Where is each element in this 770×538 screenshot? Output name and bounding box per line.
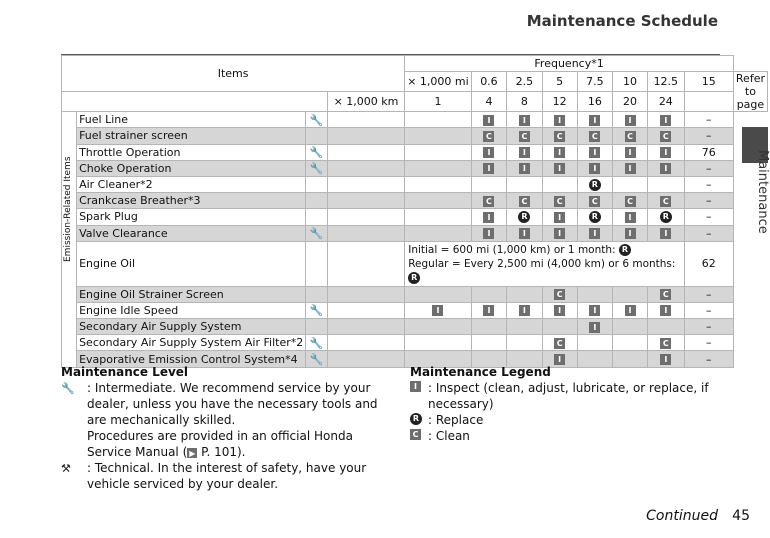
maintenance-legend-title: Maintenance Legend — [410, 365, 551, 379]
procedures-ref-link[interactable]: P. 101). — [201, 445, 246, 459]
table-row — [62, 209, 768, 225]
refer-page: – — [684, 193, 733, 209]
inspect-icon: I — [625, 212, 636, 223]
emission-group-label — [62, 112, 77, 367]
refer-page: – — [684, 160, 733, 176]
maintenance-level — [306, 302, 327, 318]
schedule-cell — [577, 112, 612, 128]
unit-spacer — [327, 193, 405, 209]
replace-icon: R — [410, 413, 422, 425]
clean-icon: C — [625, 131, 636, 142]
schedule-cell — [577, 193, 612, 209]
inspect-icon: I — [554, 305, 565, 316]
maintenance-level — [306, 209, 327, 225]
maintenance-level — [306, 193, 327, 209]
table-row — [62, 144, 768, 160]
schedule-cell — [405, 302, 471, 318]
mi-value: 15 — [684, 72, 733, 92]
schedule-cell — [405, 319, 471, 335]
schedule-cell — [613, 176, 648, 192]
table-row — [62, 176, 768, 192]
clean-icon: C — [554, 131, 565, 142]
schedule-cell — [507, 112, 542, 128]
inspect-icon: I — [660, 228, 671, 239]
schedule-cell — [577, 160, 612, 176]
clean-icon: C — [660, 196, 671, 207]
clean-icon: C — [660, 131, 671, 142]
inspect-icon: I — [589, 147, 600, 158]
km-value: 16 — [577, 92, 612, 112]
km-value: 8 — [507, 92, 542, 112]
schedule-cell — [471, 176, 506, 192]
schedule-cell — [613, 112, 648, 128]
refer-page: – — [684, 319, 733, 335]
item-name: Valve Clearance — [77, 225, 306, 241]
maintenance-level — [306, 128, 327, 144]
inspect-icon: I — [554, 147, 565, 158]
maintenance-level — [306, 286, 327, 302]
item-name: Fuel strainer screen — [77, 128, 306, 144]
schedule-cell — [648, 144, 685, 160]
maintenance-level — [306, 335, 327, 351]
inspect-icon: I — [483, 305, 494, 316]
inspect-icon: I — [589, 163, 600, 174]
refer-page: – — [684, 302, 733, 318]
inspect-icon: I — [554, 163, 565, 174]
inspect-icon: I — [483, 212, 494, 223]
procedures-text: Procedures are provided in an official Honda Service Manual ( — [87, 429, 353, 459]
inspect-icon: I — [589, 305, 600, 316]
item-name: Evaporative Emission Control System*4 — [77, 351, 306, 367]
schedule-cell — [542, 302, 577, 318]
unit-spacer — [327, 241, 405, 286]
wrench-icon: 🔧 — [309, 145, 324, 159]
item-name: Throttle Operation — [77, 144, 306, 160]
schedule-cell — [471, 319, 506, 335]
schedule-cell — [613, 225, 648, 241]
table-row — [62, 302, 768, 318]
refer-page: – — [684, 286, 733, 302]
schedule-cell — [577, 319, 612, 335]
schedule-cell — [577, 286, 612, 302]
clean-icon: C — [410, 429, 421, 440]
schedule-cell — [405, 128, 471, 144]
schedule-cell — [405, 225, 471, 241]
clean-icon: C — [625, 196, 636, 207]
schedule-cell — [507, 225, 542, 241]
schedule-cell — [405, 193, 471, 209]
schedule-cell — [648, 112, 685, 128]
unit-spacer — [327, 144, 405, 160]
schedule-cell — [648, 160, 685, 176]
mi-value: 12.5 — [648, 72, 685, 92]
unit-spacer — [327, 225, 405, 241]
schedule-cell — [405, 144, 471, 160]
inspect-icon: I — [519, 228, 530, 239]
item-name: Fuel Line — [77, 112, 306, 128]
km-value: 4 — [471, 92, 506, 112]
engine-oil-initial-text: Initial = 600 mi (1,000 km) or 1 month: — [408, 243, 616, 256]
inspect-icon: I — [519, 163, 530, 174]
schedule-cell — [648, 286, 685, 302]
refer-page: – — [684, 225, 733, 241]
inspect-icon: I — [554, 354, 565, 365]
maintenance-level — [306, 176, 327, 192]
schedule-cell — [542, 112, 577, 128]
table-row — [62, 193, 768, 209]
inspect-icon: I — [625, 305, 636, 316]
engine-oil-initial — [408, 243, 680, 257]
schedule-cell — [405, 286, 471, 302]
table-row — [62, 225, 768, 241]
table-row — [62, 335, 768, 351]
schedule-cell — [613, 160, 648, 176]
item-name: Crankcase Breather*3 — [77, 193, 306, 209]
schedule-cell — [577, 335, 612, 351]
item-name: Engine Oil Strainer Screen — [77, 286, 306, 302]
inspect-icon: I — [483, 163, 494, 174]
schedule-cell — [613, 209, 648, 225]
table-row — [62, 241, 768, 286]
refer-page: – — [684, 209, 733, 225]
schedule-cell — [577, 209, 612, 225]
unit-spacer — [327, 319, 405, 335]
replace-icon: R — [518, 211, 530, 223]
table-row — [62, 160, 768, 176]
schedule-cell — [648, 319, 685, 335]
table-row — [62, 128, 768, 144]
clean-icon: C — [519, 196, 530, 207]
schedule-cell — [507, 286, 542, 302]
inspect-icon: I — [589, 322, 600, 333]
emission-related-label: Emission-Related Items — [63, 156, 73, 263]
refer-page: 76 — [684, 144, 733, 160]
table-row — [62, 112, 768, 128]
unit-spacer — [327, 112, 405, 128]
inspect-icon: I — [519, 115, 530, 126]
inspect-text: : Inspect (clean, adjust, lubricate, or replace, if necessary) — [428, 381, 709, 411]
schedule-cell — [471, 286, 506, 302]
schedule-cell — [471, 335, 506, 351]
mi-value: 0.6 — [471, 72, 506, 92]
schedule-cell — [542, 319, 577, 335]
inspect-icon: I — [519, 305, 530, 316]
engine-oil-regular-text: Regular = Every 2,500 mi (4,000 km) or 6 months: — [408, 257, 676, 270]
inspect-icon: I — [660, 163, 671, 174]
schedule-cell — [613, 128, 648, 144]
schedule-cell — [405, 209, 471, 225]
schedule-cell — [648, 128, 685, 144]
refer-page: – — [684, 335, 733, 351]
schedule-cell — [542, 128, 577, 144]
wrench-icon: 🔧 — [309, 113, 324, 127]
schedule-cell — [471, 193, 506, 209]
unit-spacer — [327, 302, 405, 318]
refer-page: – — [684, 112, 733, 128]
engine-oil-regular — [408, 257, 680, 285]
schedule-cell — [507, 160, 542, 176]
wrench-icon: 🔧 — [309, 162, 324, 176]
schedule-cell — [542, 144, 577, 160]
inspect-icon: I — [625, 147, 636, 158]
replace-icon: R — [619, 244, 631, 256]
clean-icon: C — [660, 289, 671, 300]
replace-icon: R — [589, 179, 601, 191]
page-number: 45 — [732, 508, 750, 524]
arrow-icon: ▶ — [189, 448, 196, 458]
schedule-cell — [507, 128, 542, 144]
wrench-icon: 🔧 — [61, 382, 75, 395]
unit-spacer — [327, 335, 405, 351]
clean-icon: C — [660, 338, 671, 349]
unit-spacer — [327, 176, 405, 192]
section-tab-label: Maintenance — [755, 150, 770, 234]
inspect-icon: I — [660, 305, 671, 316]
maintenance-level — [306, 319, 327, 335]
schedule-cell — [542, 225, 577, 241]
inspect-icon: I — [432, 305, 443, 316]
km-value: 20 — [613, 92, 648, 112]
inspect-icon: I — [483, 115, 494, 126]
engine-oil-schedule — [405, 241, 684, 286]
items-header: Items — [62, 56, 405, 92]
mi-value: 10 — [613, 72, 648, 92]
refer-header: Refer to page — [733, 72, 767, 112]
schedule-cell — [577, 128, 612, 144]
unit-spacer — [327, 160, 405, 176]
replace-text: : Replace — [428, 413, 484, 427]
inspect-icon: I — [625, 115, 636, 126]
inspect-icon: I — [410, 381, 421, 392]
schedule-cell — [507, 209, 542, 225]
items-header-spacer — [62, 92, 328, 112]
schedule-cell — [577, 302, 612, 318]
item-name: Secondary Air Supply System Air Filter*2 — [77, 335, 306, 351]
clean-icon: C — [554, 196, 565, 207]
wrench-icon: 🔧 — [309, 352, 324, 366]
km-value: 1 — [405, 92, 471, 112]
schedule-cell — [471, 160, 506, 176]
unit-spacer — [327, 209, 405, 225]
wrench-icon: 🔧 — [309, 226, 324, 240]
item-name: Spark Plug — [77, 209, 306, 225]
item-name: Air Cleaner*2 — [77, 176, 306, 192]
technical-text: : Technical. In the interest of safety, have your vehicle serviced by your dealer. — [87, 461, 367, 491]
crossed-tools-icon: ⚒ — [61, 462, 71, 475]
schedule-cell — [542, 286, 577, 302]
schedule-cell — [471, 112, 506, 128]
schedule-cell — [648, 209, 685, 225]
km-value: 24 — [648, 92, 685, 112]
inspect-icon: I — [483, 147, 494, 158]
refer-page: – — [684, 351, 733, 367]
schedule-cell — [471, 144, 506, 160]
schedule-cell — [542, 335, 577, 351]
schedule-cell — [648, 335, 685, 351]
replace-icon: R — [589, 211, 601, 223]
table-row — [62, 286, 768, 302]
maintenance-level — [306, 160, 327, 176]
schedule-cell — [542, 176, 577, 192]
replace-icon: R — [660, 211, 672, 223]
clean-icon: C — [519, 131, 530, 142]
schedule-cell — [613, 193, 648, 209]
mi-value: 2.5 — [507, 72, 542, 92]
inspect-icon: I — [660, 354, 671, 365]
schedule-cell — [648, 225, 685, 241]
schedule-cell — [471, 209, 506, 225]
schedule-cell — [405, 160, 471, 176]
maintenance-level — [306, 225, 327, 241]
schedule-cell — [507, 302, 542, 318]
schedule-cell — [507, 193, 542, 209]
intermediate-text: : Intermediate. We recommend service by your dealer, unless you have the necessary tools and are mechanically skilled. — [87, 381, 378, 427]
refer-page: – — [684, 128, 733, 144]
schedule-cell — [613, 335, 648, 351]
maintenance-level — [306, 112, 327, 128]
clean-icon: C — [589, 131, 600, 142]
schedule-cell — [613, 319, 648, 335]
frequency-header: Frequency*1 — [405, 56, 734, 72]
schedule-cell — [613, 286, 648, 302]
schedule-cell — [613, 302, 648, 318]
schedule-cell — [507, 144, 542, 160]
mi-value: 7.5 — [577, 72, 612, 92]
unit-mi: × 1,000 mi — [405, 72, 471, 92]
schedule-cell — [648, 176, 685, 192]
maintenance-schedule-table — [61, 55, 768, 368]
inspect-icon: I — [554, 212, 565, 223]
maintenance-level — [306, 144, 327, 160]
schedule-cell — [542, 193, 577, 209]
mi-value: 5 — [542, 72, 577, 92]
unit-spacer — [327, 286, 405, 302]
clean-icon: C — [483, 196, 494, 207]
schedule-cell — [542, 160, 577, 176]
wrench-icon: 🔧 — [309, 336, 324, 350]
schedule-cell — [405, 335, 471, 351]
refer-page: – — [684, 176, 733, 192]
inspect-icon: I — [589, 228, 600, 239]
maintenance-legend — [410, 364, 730, 444]
schedule-cell — [405, 112, 471, 128]
inspect-icon: I — [660, 115, 671, 126]
schedule-cell — [507, 335, 542, 351]
item-name: Engine Idle Speed — [77, 302, 306, 318]
table-row — [62, 319, 768, 335]
inspect-icon: I — [625, 163, 636, 174]
schedule-cell — [405, 176, 471, 192]
continued-label: Continued — [646, 508, 718, 524]
schedule-cell — [577, 144, 612, 160]
clean-icon: C — [554, 338, 565, 349]
maintenance-level-title: Maintenance Level — [61, 365, 189, 379]
inspect-icon: I — [554, 228, 565, 239]
item-name: Choke Operation — [77, 160, 306, 176]
unit-spacer — [327, 128, 405, 144]
schedule-cell — [613, 144, 648, 160]
inspect-icon: I — [589, 115, 600, 126]
schedule-cell — [577, 225, 612, 241]
inspect-icon: I — [519, 147, 530, 158]
item-name: Engine Oil — [77, 241, 306, 286]
inspect-icon: I — [660, 147, 671, 158]
clean-icon: C — [589, 196, 600, 207]
refer-page: 62 — [684, 241, 733, 286]
schedule-cell — [471, 302, 506, 318]
km-value: 12 — [542, 92, 577, 112]
inspect-icon: I — [554, 115, 565, 126]
unit-km: × 1,000 km — [327, 92, 405, 112]
schedule-cell — [471, 225, 506, 241]
maintenance-level — [306, 241, 327, 286]
clean-icon: C — [554, 289, 565, 300]
schedule-cell — [507, 319, 542, 335]
page-title: Maintenance Schedule — [526, 12, 718, 30]
schedule-cell — [471, 128, 506, 144]
schedule-cell — [648, 193, 685, 209]
schedule-cell — [507, 176, 542, 192]
inspect-icon: I — [625, 228, 636, 239]
inspect-icon: I — [483, 228, 494, 239]
replace-icon: R — [408, 272, 420, 284]
clean-icon: C — [483, 131, 494, 142]
maintenance-level-legend — [61, 364, 381, 492]
schedule-cell — [542, 209, 577, 225]
schedule-cell — [648, 302, 685, 318]
clean-text: : Clean — [428, 429, 470, 443]
wrench-icon: 🔧 — [309, 304, 324, 318]
schedule-cell — [577, 176, 612, 192]
item-name: Secondary Air Supply System — [77, 319, 306, 335]
